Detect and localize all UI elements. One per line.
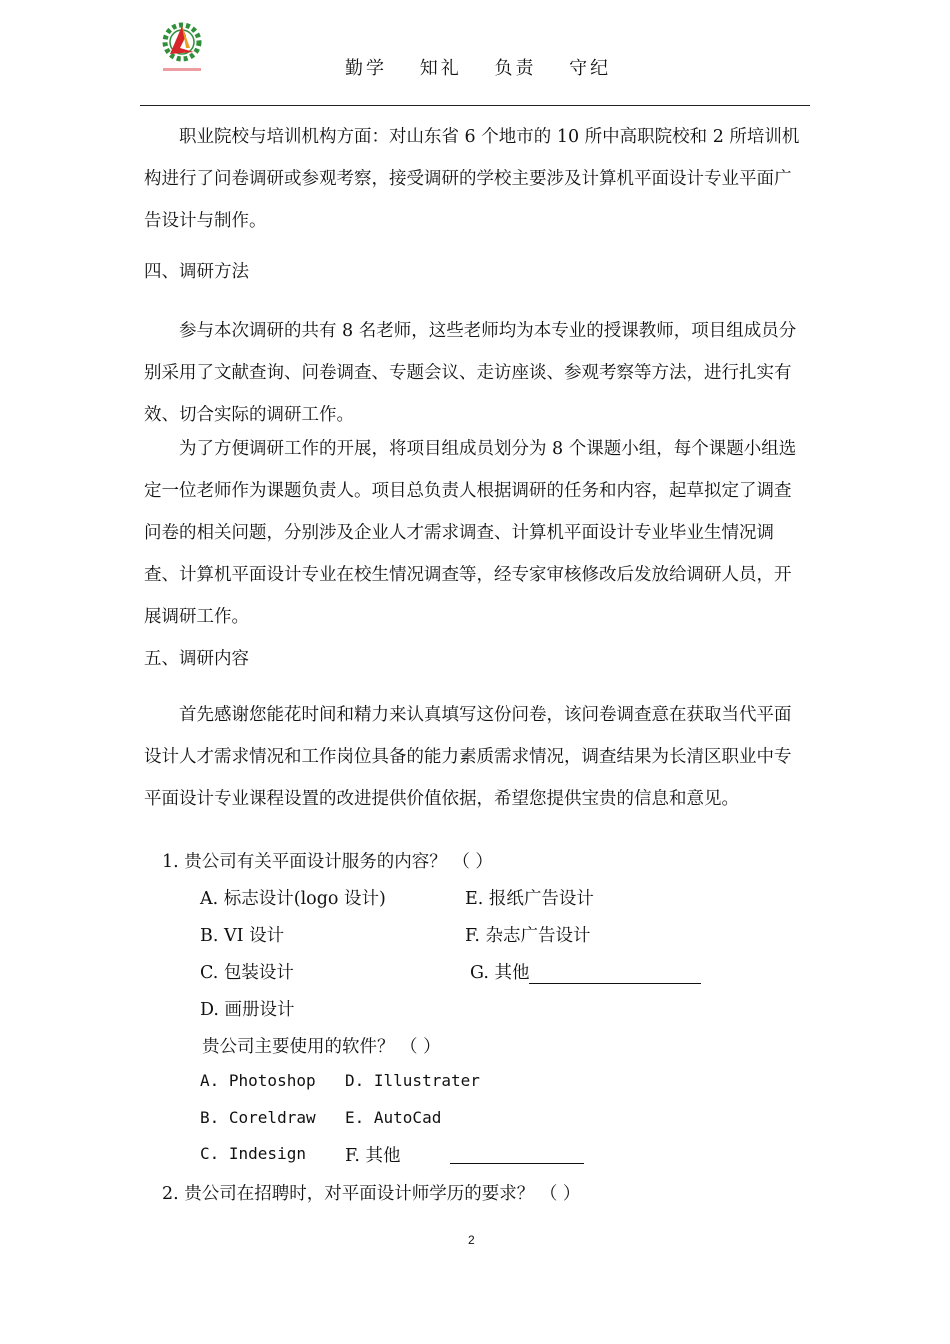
q1b-other-blank[interactable] <box>450 1163 584 1164</box>
gear-emblem-icon <box>165 25 199 59</box>
question-1: 1. 贵公司有关平面设计服务的内容？ （ ） <box>162 852 493 872</box>
header-divider <box>140 105 810 106</box>
q1b-option-c: C. Indesign <box>200 1144 306 1163</box>
section-4-heading: 四、调研方法 <box>144 262 249 282</box>
paragraph-institutions: 职业院校与培训机构方面：对山东省 6 个地市的 10 所中高职院校和 2 所培训机构进行了问卷调研或参观考察，接受调研的学校主要涉及计算机平面设计专业平面广告设计与制作。 <box>144 127 800 231</box>
q1-option-d: D. 画册设计 <box>200 1000 295 1020</box>
q1-option-g <box>470 959 701 984</box>
question-2: 2. 贵公司在招聘时，对平面设计师学历的要求？ （ ） <box>162 1184 581 1204</box>
q1-option-g-label: G. 其他 <box>470 963 530 983</box>
header-motto: 勤学 知礼 负责 守纪 <box>345 58 612 79</box>
paragraph-research-groups: 为了方便调研工作的开展，将项目组成员划分为 8 个课题小组，每个课题小组选定一位老师作为课题负责人。项目总负责人根据调研的任务和内容，起草拟定了调查问卷的相关问题，分别涉及企业人才需求调查、计算机平面设计专业毕业生情况调查、计算机平面设计专业在校生情况调查等，经专家审核修改后发放给调研人员，开展调研工作。 <box>144 439 797 627</box>
q1-option-c: C. 包装设计 <box>200 963 294 983</box>
q1b-option-d: D. Illustrater <box>345 1071 480 1090</box>
page-number: 2 <box>468 1233 475 1247</box>
paragraph-research-team: 参与本次调研的共有 8 名老师，这些老师均为本专业的授课教师，项目组成员分别采用了文献查询、问卷调查、专题会议、走访座谈、参观考察等方法，进行扎实有效、切合实际的调研工作。 <box>144 321 797 425</box>
q1-option-b: B. VI 设计 <box>200 926 285 946</box>
q1-other-blank[interactable] <box>529 982 701 984</box>
question-1b: 贵公司主要使用的软件？ （ ） <box>202 1037 441 1057</box>
q1b-option-f: F. 其他 <box>345 1146 401 1166</box>
q1-option-f: F. 杂志广告设计 <box>465 926 591 946</box>
school-logo <box>160 18 204 76</box>
q1-option-a: A. 标志设计(logo 设计) <box>200 889 386 909</box>
q1-option-e: E. 报纸广告设计 <box>465 889 594 909</box>
q1b-option-b: B. Coreldraw <box>200 1108 316 1127</box>
q1b-option-a: A. Photoshop <box>200 1071 316 1090</box>
section-5-heading: 五、调研内容 <box>144 649 249 669</box>
paragraph-survey-intro: 首先感谢您能花时间和精力来认真填写这份问卷，该问卷调查意在获取当代平面设计人才需求情况和工作岗位具备的能力素质需求情况，调查结果为长清区职业中专平面设计专业课程设置的改进提供价值依据，希望您提供宝贵的信息和意见。 <box>144 705 792 809</box>
q1b-option-e: E. AutoCad <box>345 1108 442 1127</box>
